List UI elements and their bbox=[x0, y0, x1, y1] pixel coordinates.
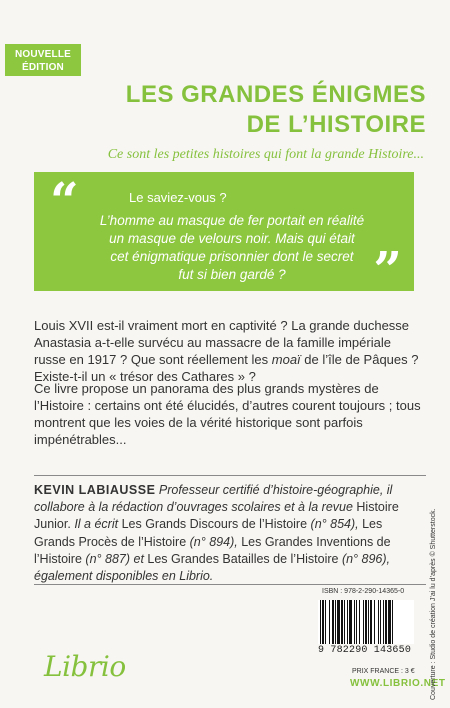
did-you-know-callout bbox=[34, 171, 414, 299]
book-number-4: (n° 896), également disponibles en Librio. bbox=[34, 551, 391, 584]
barcode-bar bbox=[344, 600, 345, 644]
barcode-bar bbox=[341, 600, 343, 644]
summary-paragraph: Ce livre propose un panorama des plus grands mystères de l’Histoire : certains ont été élucidés, d’autres courent toujours ; tous montrent que les voies de la vérité historique sont parfois impénétrables... bbox=[34, 381, 421, 447]
barcode-bar bbox=[329, 600, 330, 644]
barcode-bar bbox=[322, 600, 324, 644]
barcode-bar bbox=[320, 600, 321, 644]
barcode-bar bbox=[359, 600, 360, 644]
intro-text-1: Louis XVII est-il vraiment mort en captivité ? La grande duchesse Anastasia a-t-elle survécu au massacre de la famille impériale russe en 1917 ? Que sont réellement les bbox=[34, 318, 410, 367]
divider-bottom bbox=[34, 584, 426, 585]
author-bio-text-2: Il a écrit bbox=[70, 517, 122, 532]
barcode-bar bbox=[356, 600, 357, 644]
book-title-1: Les Grands Discours de l’Histoire bbox=[121, 517, 308, 532]
barcode-bar bbox=[380, 600, 381, 644]
book-number-1: (n° 854), bbox=[307, 517, 363, 532]
barcode-bar bbox=[354, 600, 355, 644]
barcode-digits: 9 782290 143650 bbox=[318, 645, 412, 656]
barcode-bar bbox=[332, 600, 334, 644]
barcode-bar bbox=[385, 600, 387, 644]
callout-line: cet énigmatique prisonnier dont le secret bbox=[110, 249, 354, 264]
divider bbox=[34, 475, 426, 476]
callout-body bbox=[82, 212, 382, 284]
barcode-bar bbox=[388, 600, 391, 644]
website-link[interactable]: WWW.LIBRIO.NET bbox=[350, 678, 446, 689]
title-line-1: LES GRANDES ÉNIGMES bbox=[125, 81, 426, 108]
book-title-2: Les Grands Procès de l’Histoire bbox=[34, 517, 383, 549]
intro-text-2: de l’île de Pâques ? Existe-t-il un « trésor des Cathares » ? bbox=[34, 352, 419, 384]
barcode-bar bbox=[347, 600, 348, 644]
barcode-bar bbox=[392, 600, 393, 644]
badge-line-1: NOUVELLE bbox=[14, 49, 72, 60]
barcode-bar bbox=[363, 600, 364, 644]
barcode-bar bbox=[325, 600, 326, 644]
book-number-3: (n° 887) et bbox=[81, 551, 148, 566]
isbn-label: ISBN : 978-2-290-14365-0 bbox=[322, 588, 405, 595]
book-number-2: (n° 894), bbox=[186, 534, 242, 549]
barcode-bar bbox=[374, 600, 375, 644]
subtitle: Ce sont les petites histoires qui font la grande Histoire... bbox=[107, 147, 424, 162]
callout-line: fut si bien gardé ? bbox=[178, 267, 286, 282]
barcode-icon bbox=[318, 600, 414, 644]
book-title-4: Les Grandes Batailles de l’Histoire bbox=[147, 551, 339, 566]
callout-line: un masque de velours noir. Mais qui était bbox=[109, 231, 355, 246]
author-name: KEVIN LABIAUSSE bbox=[34, 483, 156, 497]
price-label: PRIX FRANCE : 3 € bbox=[352, 668, 415, 675]
barcode-bar bbox=[337, 600, 340, 644]
intro-paragraph bbox=[34, 317, 426, 385]
close-quote-icon: ” bbox=[373, 240, 402, 299]
callout-line: L’homme au masque de fer portait en réalité bbox=[99, 213, 365, 228]
publisher-logo: Librio bbox=[44, 650, 126, 683]
barcode-bar bbox=[335, 600, 336, 644]
book-title bbox=[86, 80, 426, 140]
barcode-bar bbox=[378, 600, 379, 644]
author-bio-text-1: Professeur certifié d’histoire-géographie, il collabore à la rédaction d’ouvrages scolaires et à la revue bbox=[34, 483, 393, 515]
revue-title: Histoire Junior. bbox=[34, 500, 399, 532]
barcode-bars bbox=[318, 600, 414, 644]
author-bio bbox=[34, 482, 426, 585]
cover-credit: Couverture : Studio de création J’ai lu d’après © Shutterstock. bbox=[430, 508, 437, 700]
callout-heading: Le saviez-vous ? bbox=[129, 190, 227, 205]
book-title-3: Les Grandes Inventions de l’Histoire bbox=[34, 534, 391, 566]
new-edition-badge bbox=[5, 44, 81, 76]
title-line-2: DE L’HISTOIRE bbox=[246, 111, 426, 138]
barcode-bar bbox=[370, 600, 372, 644]
badge-line-2: ÉDITION bbox=[22, 62, 64, 73]
barcode-bar bbox=[383, 600, 384, 644]
barcode-bar bbox=[365, 600, 367, 644]
open-quote-icon: “ bbox=[50, 171, 79, 230]
barcode-bar bbox=[368, 600, 369, 644]
intro-italic-moai: moaï bbox=[271, 352, 301, 367]
barcode-bar bbox=[349, 600, 352, 644]
